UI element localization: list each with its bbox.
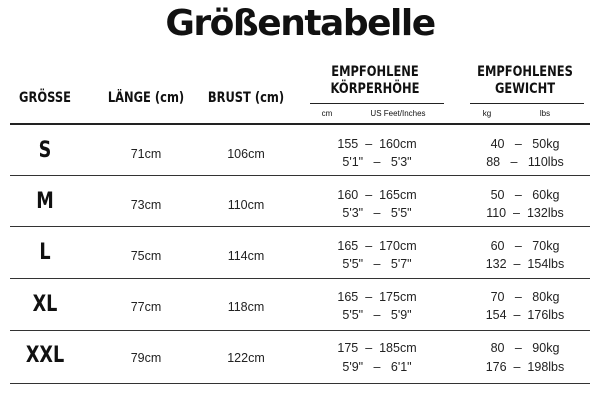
header-size: GRÖSSE xyxy=(19,90,71,106)
weight-lbs-cell: 176 – 198lbs xyxy=(485,360,565,374)
header-length: LÄNGE (cm) xyxy=(107,90,185,106)
header-divider xyxy=(10,123,590,125)
weight-kg-cell: 40 – 50kg xyxy=(490,137,560,151)
subheader-cm: cm xyxy=(321,109,333,118)
header-weight-line2: GEWICHT xyxy=(494,81,556,97)
length-cell: 73cm xyxy=(130,198,162,212)
header-height-underline xyxy=(310,103,444,104)
length-cell: 75cm xyxy=(130,249,162,263)
header-height xyxy=(322,64,429,98)
weight-lbs-cell: 88 – 110lbs xyxy=(486,155,564,169)
row-divider xyxy=(10,226,590,227)
weight-lbs-cell: 110 – 132lbs xyxy=(486,206,564,220)
height-cm-cell: 160 – 165cm xyxy=(337,188,417,202)
weight-lbs-cell: 132 – 154lbs xyxy=(485,257,565,271)
weight-kg-cell: 80 – 90kg xyxy=(490,341,560,355)
weight-kg-cell: 60 – 70kg xyxy=(490,239,560,253)
size-label: S xyxy=(38,138,52,163)
size-label: L xyxy=(39,240,51,265)
subheader-kg: kg xyxy=(482,109,492,118)
chest-cell: 106cm xyxy=(227,147,265,161)
weight-lbs-cell: 154 – 176lbs xyxy=(485,308,565,322)
height-ft-cell: 5'9" – 6'1" xyxy=(342,360,412,374)
row-divider xyxy=(10,175,590,176)
chest-cell: 110cm xyxy=(227,198,265,212)
subheader-us: US Feet/Inches xyxy=(370,109,426,118)
weight-kg-cell: 50 – 60kg xyxy=(490,188,560,202)
header-weight xyxy=(472,64,579,98)
height-ft-cell: 5'5" – 5'7" xyxy=(342,257,412,271)
height-cm-cell: 175 – 185cm xyxy=(337,341,417,355)
row-divider xyxy=(10,383,590,384)
row-divider xyxy=(10,330,590,331)
height-ft-cell: 5'3" – 5'5" xyxy=(342,206,412,220)
header-height-line1: EMPFOHLENE xyxy=(331,64,419,80)
length-cell: 71cm xyxy=(130,147,162,161)
chest-cell: 118cm xyxy=(227,300,265,314)
size-label: M xyxy=(36,189,54,214)
weight-kg-cell: 70 – 80kg xyxy=(490,290,560,304)
subheader-lbs: lbs xyxy=(539,109,551,118)
header-height-line2: KÖRPERHÖHE xyxy=(330,81,420,97)
chest-cell: 114cm xyxy=(227,249,265,263)
length-cell: 77cm xyxy=(130,300,162,314)
header-weight-line1: EMPFOHLENES xyxy=(477,64,573,80)
height-ft-cell: 5'1" – 5'3" xyxy=(342,155,412,169)
height-cm-cell: 155 – 160cm xyxy=(337,137,417,151)
page-title: Größentabelle xyxy=(165,3,435,44)
row-divider xyxy=(10,278,590,279)
size-label: XL xyxy=(32,292,58,317)
length-cell: 79cm xyxy=(130,351,162,365)
size-label: XXL xyxy=(25,343,65,368)
header-chest: BRUST (cm) xyxy=(207,90,285,106)
height-ft-cell: 5'5" – 5'9" xyxy=(342,308,412,322)
height-cm-cell: 165 – 170cm xyxy=(337,239,417,253)
header-weight-underline xyxy=(470,103,584,104)
chest-cell: 122cm xyxy=(227,351,265,365)
height-cm-cell: 165 – 175cm xyxy=(337,290,417,304)
